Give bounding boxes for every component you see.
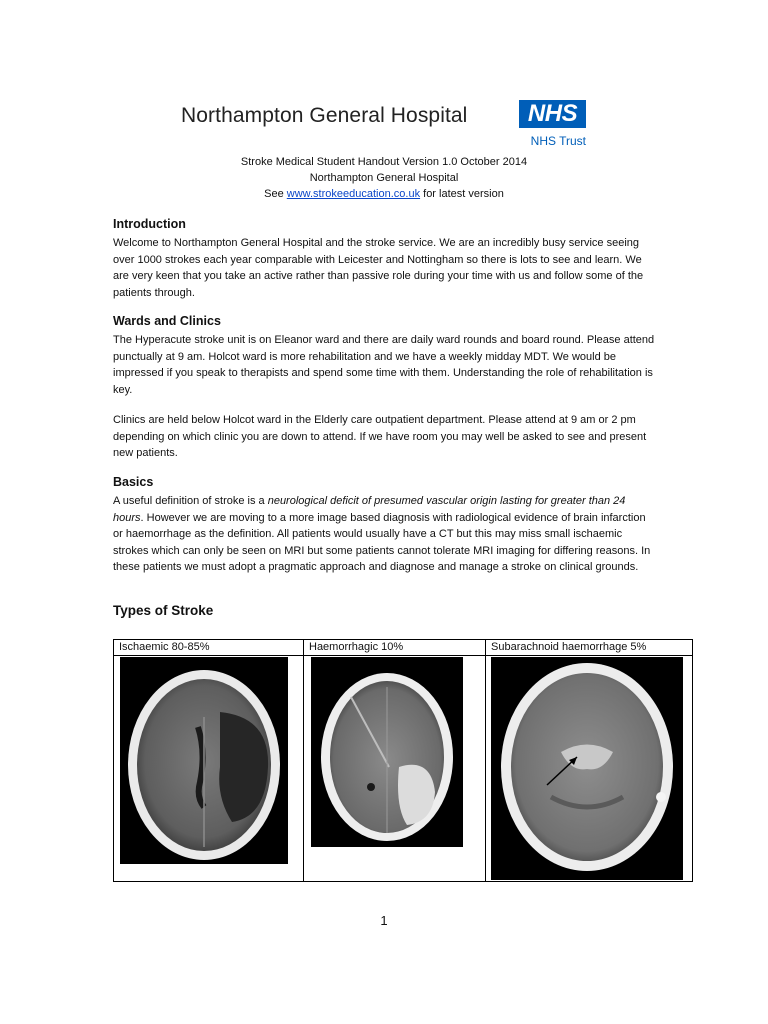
ischaemic-cell (114, 640, 303, 881)
subarachnoid-label: Subarachnoid haemorrhage 5% (491, 641, 647, 653)
stroke-definition: neurological deficit of presumed vascular origin lasting for greater than 24 hours (113, 495, 626, 524)
nhs-trust-label: NHS Trust (530, 134, 586, 148)
page-number: 1 (380, 913, 388, 928)
basics-text-start: A useful definition of stroke is a (113, 495, 268, 507)
types-of-stroke-heading: Types of Stroke (113, 603, 214, 618)
see-prefix: See (264, 188, 287, 200)
wards-clinics-heading: Wards and Clinics (113, 314, 221, 328)
wards-text: The Hyperacute stroke unit is on Eleanor ward and there are daily ward rounds and board round. Please attend punctually at 9 am. Holcot ward is more rehabilitation and we have a weekly midday MDT. We would be impressed if you speak to therapists and spend some time with them. Understanding the role of rehabilitation is key. (113, 334, 655, 396)
hospital-name: Northampton General Hospital (181, 104, 468, 127)
strokeeducation-link[interactable]: www.strokeeducation.co.uk (286, 188, 421, 200)
cell-divider (304, 655, 485, 656)
subarachnoid-cell (485, 640, 692, 881)
nhs-logo: NHS (519, 100, 586, 128)
basics-text (113, 493, 658, 576)
haemorrhagic-ct-scan (311, 657, 463, 847)
handout-version-line: Stroke Medical Student Handout Version 1.0 October 2014 (240, 156, 528, 168)
introduction-heading: Introduction (113, 217, 186, 231)
latest-version-line (0, 188, 768, 200)
latest-version-suffix: for latest version (420, 188, 504, 200)
haemorrhagic-cell (303, 640, 485, 881)
ischaemic-label: Ischaemic 80-85% (119, 641, 210, 653)
cell-divider (114, 655, 303, 656)
introduction-text: Welcome to Northampton General Hospital and the stroke service. We are an incredibly busy service seeing over 1000 strokes each year comparable with Leicester and Nottingham so there is lots to see and learn. We are very keen that you take an active rather than passive role during your time with us and follow some of the patients through. (113, 237, 644, 299)
haemorrhagic-label: Haemorrhagic 10% (309, 641, 404, 653)
cell-divider (486, 655, 692, 656)
stroke-types-table (113, 639, 693, 882)
basics-text-rest: . However we are moving to a more image based diagnosis with radiological evidence of brain infarction or haemorrhage as the definition. All patients would usually have a CT but this may miss small ischaemic strokes which can only be seen on MRI but some patients cannot tolerate MRI imaging for differing reasons. In these patients we must adopt a pragmatic approach and diagnose and manage a stroke on clinical grounds. (113, 511, 651, 573)
ischaemic-ct-scan (120, 657, 288, 864)
basics-heading: Basics (113, 475, 154, 489)
hospital-subtitle: Northampton General Hospital (309, 172, 459, 184)
clinics-text: Clinics are held below Holcot ward in the Elderly care outpatient department. Please attend at 9 am or 2 pm depending on which clinic you are down to attend. If we have room you may well be asked to see and present new patients. (113, 414, 647, 459)
subarachnoid-ct-scan (491, 657, 683, 880)
